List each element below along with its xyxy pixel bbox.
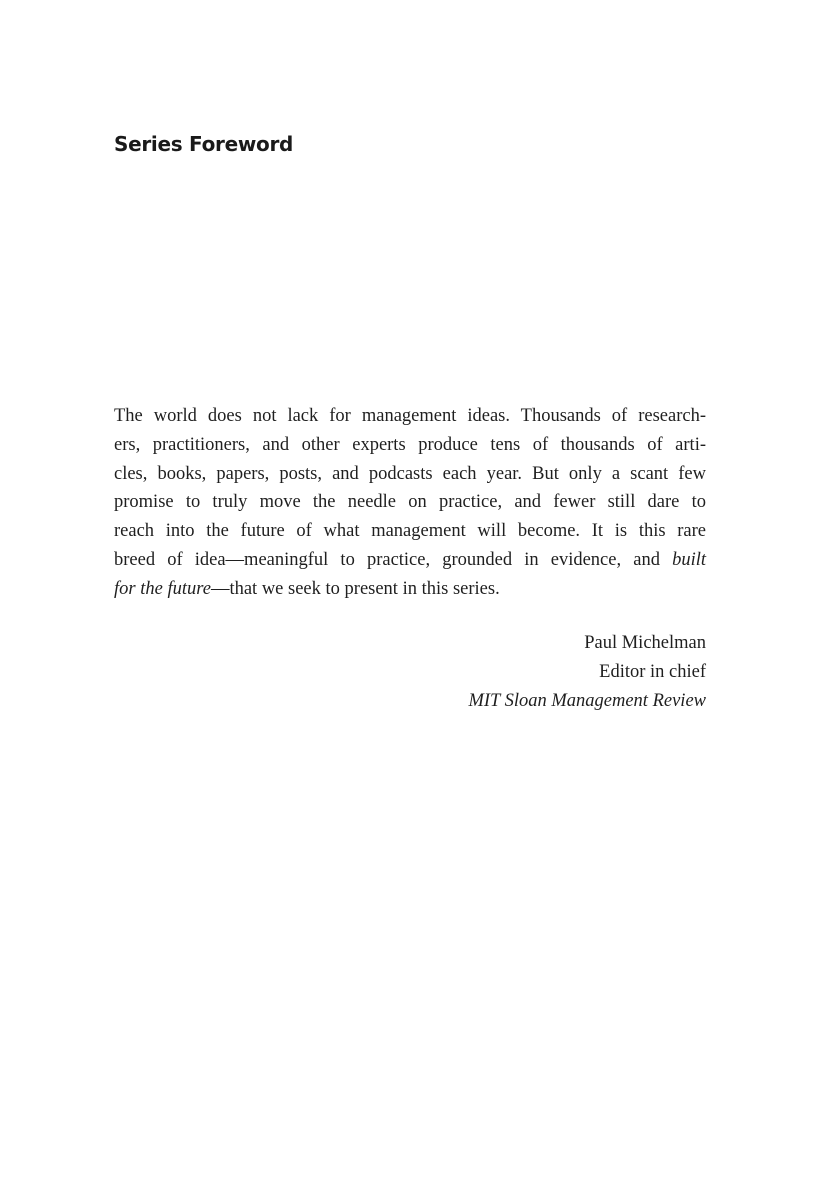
paragraph-line-text: —that we seek to present in this series. [210,578,500,599]
signature-name: Paul Michelman [584,633,706,653]
paragraph-line: promise to truly move the needle on practice, and fewer still dare to [114,492,706,513]
paragraph-line: cles, books, papers, posts, and podcasts each year. But only a scant few [114,463,706,484]
signature-block [468,629,706,716]
signature-publication: MIT Sloan Management Review [468,691,706,711]
paragraph-line [114,575,706,604]
emphasis-text: for the future [114,578,211,599]
foreword-paragraph [114,402,706,604]
paragraph-line: The world does not lack for management ideas. Thousands of research- [114,406,706,426]
signature-role: Editor in chief [599,662,706,682]
paragraph-line: ers, practitioners, and other experts produce tens of thousands of arti- [114,434,706,455]
paragraph-line [114,546,706,575]
emphasis-text: built [672,549,706,570]
paragraph-line: reach into the future of what management will become. It is this rare [114,521,706,542]
paragraph-line-text: breed of idea—meaningful to practice, grounded in evidence, and [114,549,673,570]
page-title: Series Foreword [114,132,294,156]
